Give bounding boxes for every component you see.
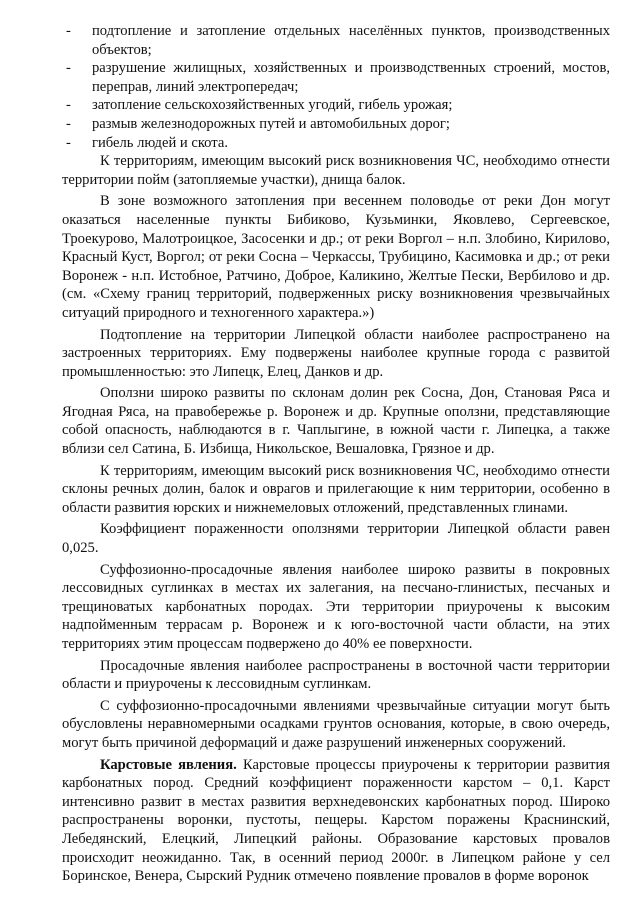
- paragraph-landslides: Оползни широко развиты по склонам долин рек Сосна, Дон, Становая Ряса и Ягодная Ряса, на правобережье р. Воронеж и др. Крупные оползни, представляющие собой опасность, наблюдаются в г. Чаплыгине, в южной части г. Липецка, а также вблизи сел Сатина, Б. Избища, Никольское, Вешаловка, Грязное и др.: [62, 385, 610, 458]
- paragraph-subsidence: Просадочные явления наиболее распространены в восточной части территории области и приурочены к лессовидным суглинкам.: [62, 657, 610, 693]
- list-item-text: подтопление и затопление отдельных населённых пунктов, производственных объектов;: [92, 23, 610, 58]
- paragraph-flood-risk: К территориям, имеющим высокий риск возникновения ЧС, необходимо отнести территории пойм (затопляемые участки), днища балок.: [62, 153, 610, 188]
- karst-text: Карстовые процессы приурочены к территории развития карбонатных пород. Средний коэффициент пораженности карстом – 0,1. Карст интенсивно развит в местах развития верхнедевонских карбонатных пород. Широко распространены воронки, пустоты, пещеры. Карстом поражены Краснинский, Лебедянский, Елецкий, Липецкий районы. Образование карстовых провалов происходит неожиданно. Так, в осенний период 2000г. в Липецком районе у сел Боринское, Венера, Сырский Рудник отмечено появление провалов в форме воронок: [62, 756, 611, 885]
- list-item: [62, 22, 610, 59]
- bullet-marker: -: [66, 97, 71, 114]
- bullet-marker: -: [66, 115, 71, 132]
- karst-heading: Карстовые явления.: [100, 756, 237, 773]
- list-item: [62, 115, 610, 134]
- paragraph-flood-zone: В зоне возможного затопления при весеннем половодье от реки Дон могут оказаться населенные пункты Бибиково, Кузьминки, Яковлево, Сергеевское, Троекурово, Малотроицкое, Засосенки и др.; от реки Воргол – н.п. Злобино, Кирилово, Красный Куст, Воргол; от реки Сосна – Черкассы, Трубицино, Касимовка и др.; от реки Воронеж - н.п. Истобное, Ратчино, Доброе, Каликино, Желтые Пески, Вербилово и др. (см. «Схему границ территорий, подверженных риску возникновения чрезвычайных ситуаций природного и техногенного характера.»): [62, 193, 610, 321]
- list-item: [62, 96, 610, 115]
- hazard-list: [62, 22, 610, 152]
- paragraph-suffosion: Суффозионно-просадочные явления наиболее широко развиты в покровных лессовидных суглинках в местах их залегания, на песчано-глинистых, песчаных и трещиноватых карбонатных породах. Эти территории приурочены к высоким надпойменным террасам р. Воронеж и к юго-восточной части области, на этих территориях этим процессам подвержено до 40% ее поверхности.: [62, 561, 610, 652]
- list-item: [62, 59, 610, 96]
- list-item-text: размыв железнодорожных путей и автомобильных дорог;: [92, 115, 450, 132]
- paragraph-karst: [62, 756, 610, 886]
- list-item-text: затопление сельскохозяйственных угодий, гибель урожая;: [92, 97, 453, 114]
- list-item-text: гибель людей и скота.: [92, 134, 228, 151]
- bullet-marker: -: [66, 23, 71, 39]
- paragraph-suffosion-emergencies: С суффозионно-просадочными явлениями чрезвычайные ситуации могут быть обусловлены неравномерными осадками грунтов основания, которые, в свою очередь, могут быть причиной деформаций и даже разрушений инженерных сооружений.: [62, 697, 610, 751]
- paragraph-waterlogging: Подтопление на территории Липецкой области наиболее распространено на застроенных территориях. Ему подвержены наиболее крупные города с развитой промышленностью: это Липецк, Елец, Данков и др.: [62, 326, 610, 380]
- bullet-marker: -: [66, 60, 71, 77]
- list-item: [62, 134, 610, 153]
- paragraph-landslide-coefficient: Коэффициент пораженности оползнями территории Липецкой области равен 0,025.: [62, 521, 610, 557]
- paragraph-slope-risk: К территориям, имеющим высокий риск возникновения ЧС, необходимо отнести склоны речных долин, балок и оврагов и прилегающие к ним территории, особенно в области развития юрских и нижнемеловых отложений, представленных глинами.: [62, 462, 610, 516]
- document-page: [62, 22, 610, 886]
- list-item-text: разрушение жилищных, хозяйственных и производственных строений, мостов, переправ, линий электропередач;: [92, 60, 610, 95]
- bullet-marker: -: [66, 134, 71, 151]
